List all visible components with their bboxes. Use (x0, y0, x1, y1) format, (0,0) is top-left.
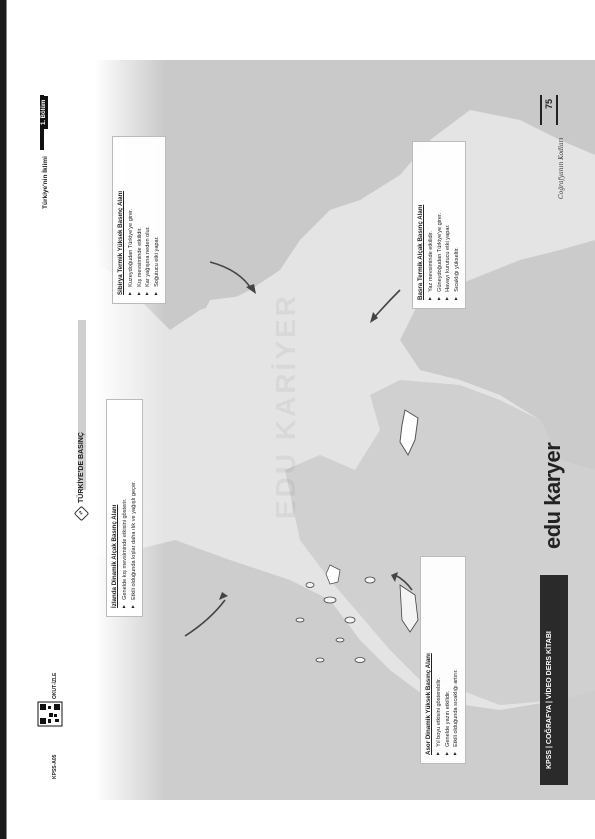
watermark: EDU KARİYER (270, 293, 301, 519)
basra-item: ▶ Yaz mevsiminde etkilidir. (427, 150, 436, 300)
basra-item: ▶ Sıcaklığı yükseltir. (453, 150, 462, 300)
asor-item: ▶ Etkili olduğunda sıcaklığı artırır. (452, 565, 461, 755)
izlanda-item: ▶ Genelde kış mevsiminde etkisini gösterir. (121, 408, 130, 608)
izlanda-box (106, 399, 143, 617)
qr-label: OKUT-İZLE (52, 672, 58, 699)
section-number: 2 (74, 506, 90, 522)
section-heading (76, 432, 87, 519)
chapter-label: 1. Bölüm (40, 96, 48, 129)
basra-item: ▶ Havayı kurutucu etki yapar. (444, 150, 453, 300)
basra-box (412, 141, 466, 309)
basra-item: ▶ Güneydoğudan Türkiye'ye girer. (436, 150, 445, 300)
page-number: 75 (544, 98, 554, 109)
brand-logo: edu karyer (540, 442, 565, 549)
asor-title: Asor Dinamik Yüksek Basınç Alanı (425, 653, 432, 755)
sibirya-box (112, 136, 166, 304)
sibirya-item: ▶ Soğutucu etki yapar. (153, 145, 162, 295)
izlanda-item: ▶ Etkili olduğunda kışlar daha ılık ve yağışlı geçer. (130, 408, 139, 608)
sibirya-item: ▶ Kar yağışına neden olur. (144, 145, 153, 295)
izlanda-title: İzlanda Dinamik Alçak Basınç Alanı (111, 504, 118, 608)
qr-code-label: KPSS-A05 (52, 754, 58, 779)
asor-item: ▶ Yıl boyu etkisini gösterebilir. (435, 565, 444, 755)
sibirya-title: Sibirya Termik Yüksek Basınç Alanı (117, 190, 124, 295)
asor-box (420, 556, 466, 764)
sibirya-item: ▶ Kuzeydoğudan Türkiye'ye girer. (127, 145, 136, 295)
sibirya-item: ▶ Kış mevsiminde etkilidir. (136, 145, 145, 295)
basra-title: Basra Termik Alçak Basınç Alanı (417, 204, 424, 300)
chapter-title: Türkiye'nin İklimi (42, 156, 49, 209)
section-title: TÜRKİYE'DE BASINÇ (78, 432, 85, 503)
asor-item: ▶ Genelde yazın etkilidir. (444, 565, 453, 755)
book-title: KPSS | COĞRAFYA | VİDEO DERS KİTABI (546, 631, 553, 769)
signature: Coğrafyanın Kodları (558, 137, 565, 199)
